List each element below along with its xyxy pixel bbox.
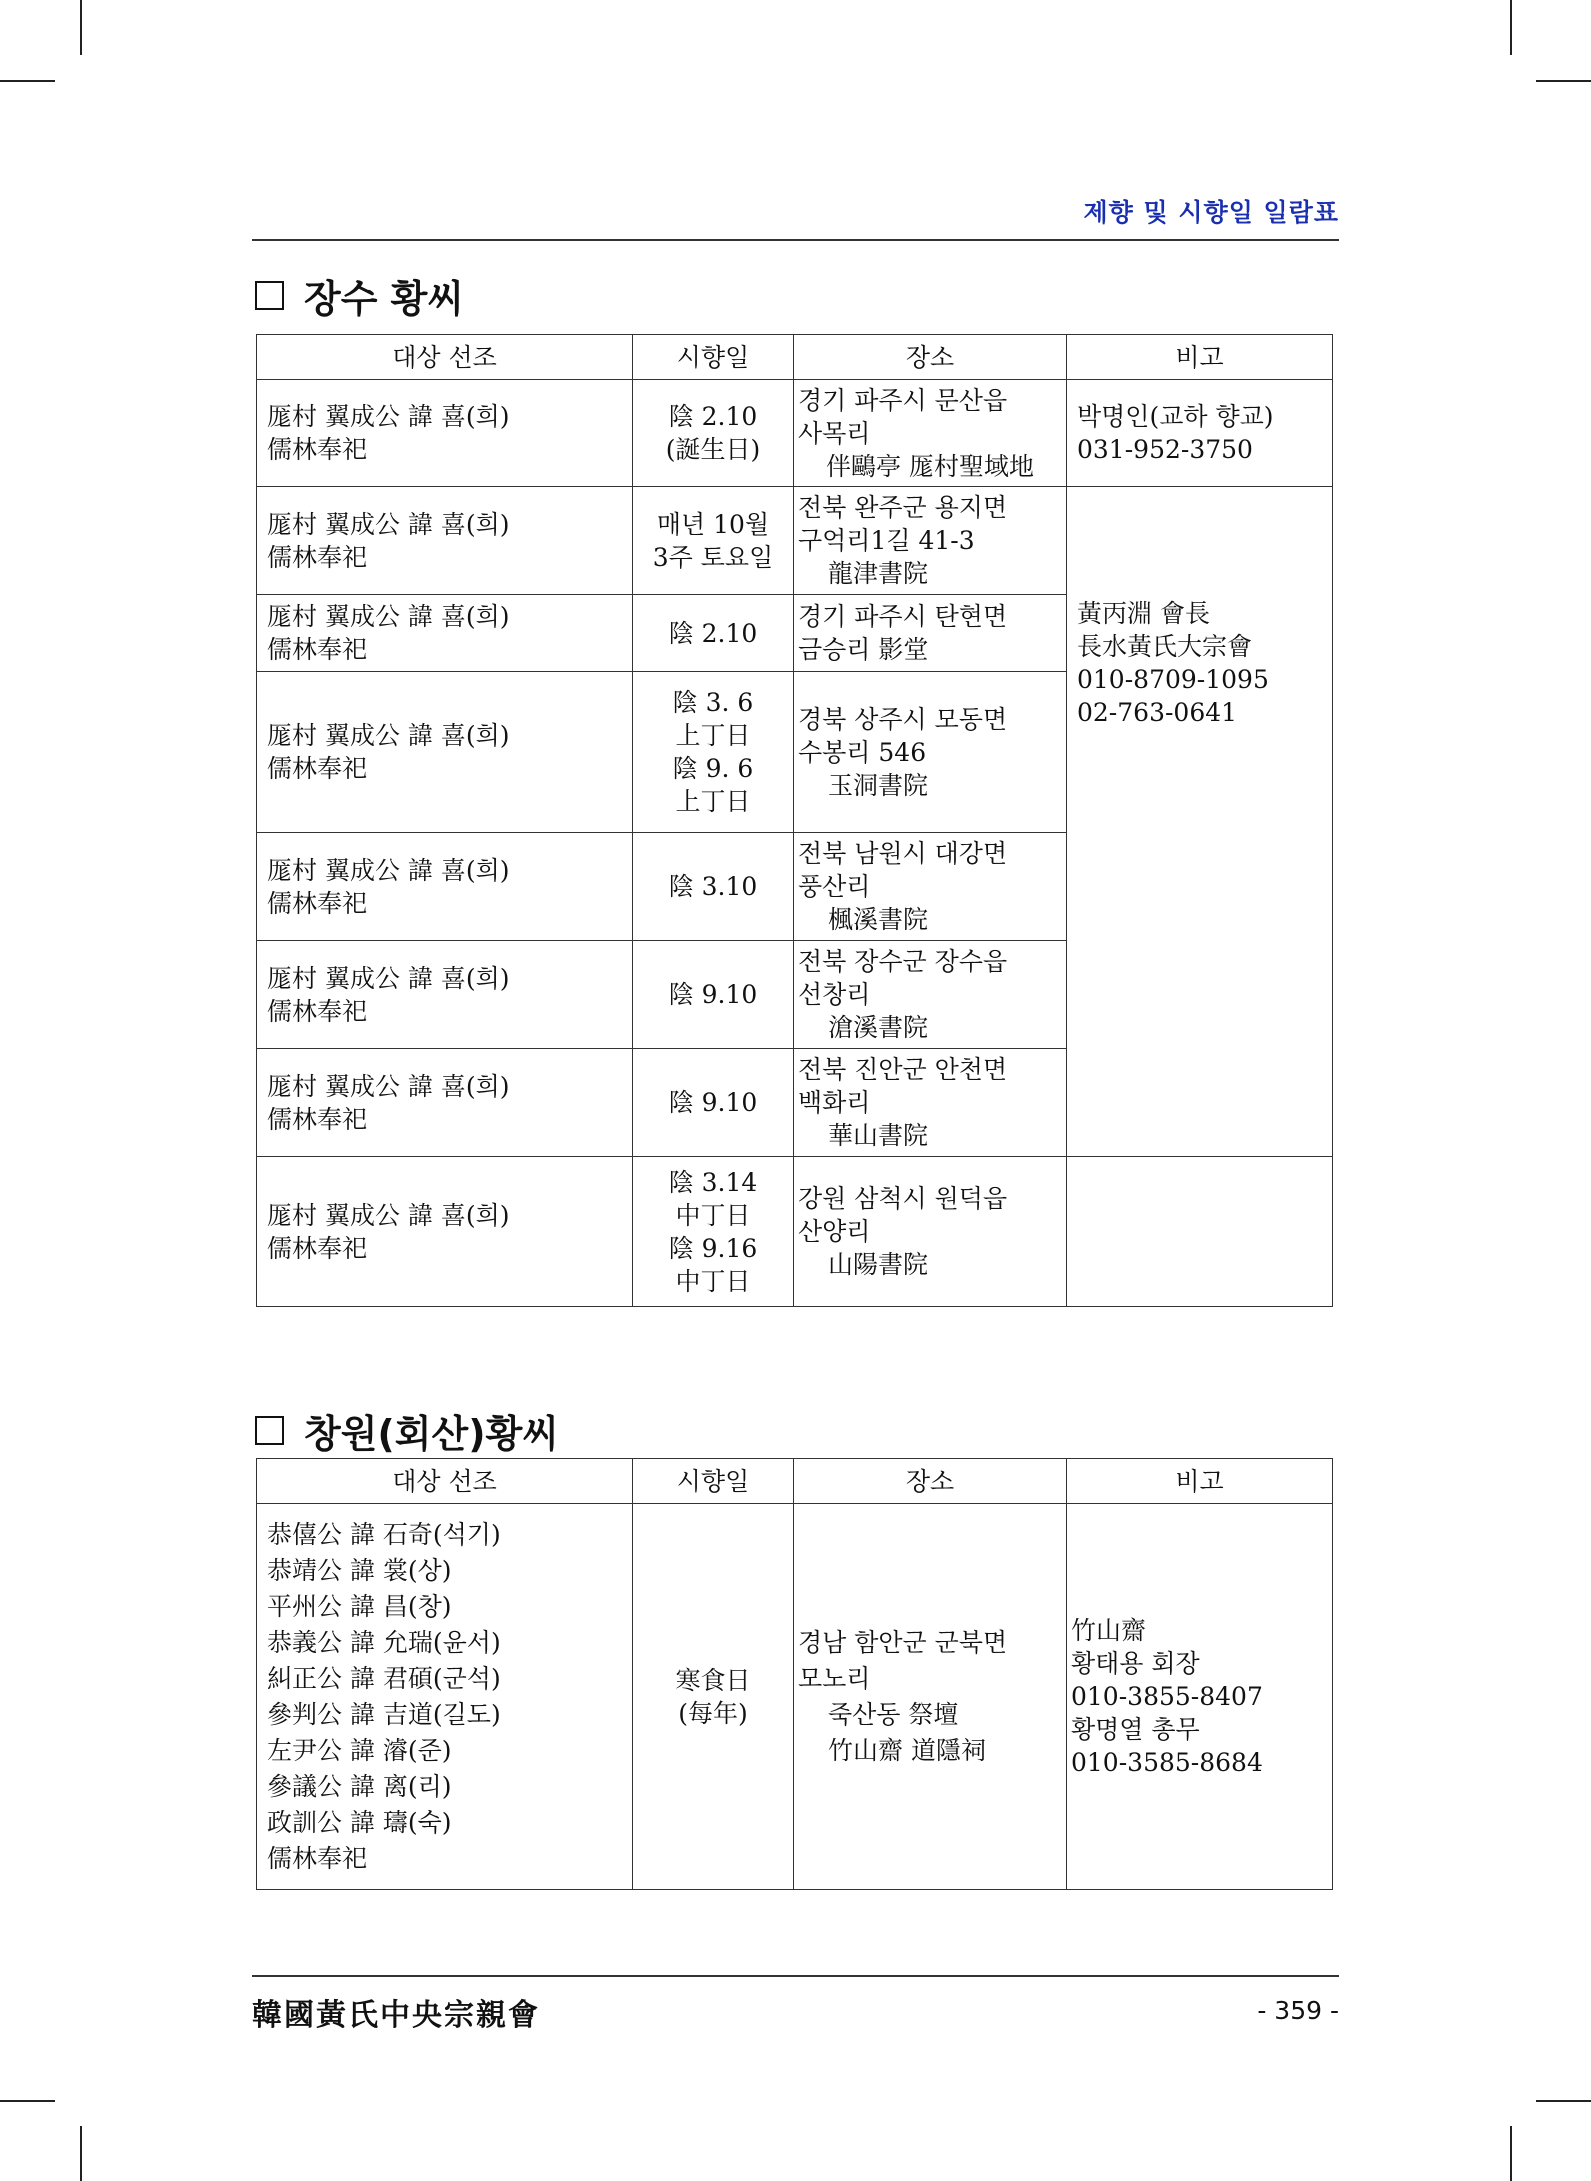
ancestor-name: 厖村 翼成公 諱 喜(희) [267, 1200, 510, 1230]
ancestor-name: 厖村 翼成公 諱 喜(희) [267, 721, 510, 750]
date-text: 上丁日 [675, 787, 751, 816]
column-header: 대상 선조 [257, 335, 633, 380]
ancestor-name: 恭靖公 諱 裳(상) [267, 1555, 452, 1585]
date-cell [633, 941, 794, 1049]
date-text: 3주 토요일 [652, 542, 774, 572]
place-text: 사목리 [798, 418, 871, 448]
table-header-row [257, 1459, 1333, 1504]
date-cell [633, 672, 794, 833]
place-text: 竹山齋 道隱祠 [828, 1735, 986, 1765]
place-text: 백화리 [798, 1088, 871, 1117]
place-cell [794, 1504, 1067, 1890]
note-text: 長水黃氏大宗會 [1077, 632, 1253, 661]
date-text: 陰 9.10 [668, 980, 758, 1009]
page-number: - 359 - [1257, 1996, 1339, 2025]
ancestor-name: 參判公 諱 吉道(길도) [267, 1699, 501, 1729]
crop-mark [1536, 80, 1591, 82]
ancestor-name: 恭義公 諱 允瑞(윤서) [267, 1627, 501, 1657]
column-header: 비고 [1067, 1459, 1333, 1504]
place-text: 강원 삼척시 원덕읍 [798, 1184, 1008, 1213]
section1-table [256, 334, 1333, 1307]
crop-mark [80, 2126, 82, 2181]
checkbox-square-icon [255, 281, 284, 310]
place-text: 山陽書院 [828, 1250, 929, 1279]
note-cell [1067, 380, 1333, 487]
place-text: 玉洞書院 [828, 770, 929, 800]
crop-mark [0, 80, 55, 82]
place-text: 경남 함안군 군북면 [798, 1627, 1008, 1657]
date-cell [633, 487, 794, 595]
ancestor-cell [257, 833, 633, 941]
place-text: 경북 상주시 모동면 [798, 704, 1008, 734]
merged-note-cell [1067, 487, 1333, 1157]
table-row [257, 380, 1333, 487]
crop-mark [1510, 0, 1512, 55]
ancestor-name: 平州公 諱 昌(창) [267, 1591, 452, 1621]
ancestor-note: 儒林奉祀 [267, 435, 368, 464]
ancestor-cell [257, 1049, 633, 1157]
date-text: 陰 3. 6 [672, 688, 754, 717]
note-text: 박명인(교하 향교) [1077, 402, 1274, 431]
ancestor-note: 儒林奉祀 [267, 635, 368, 664]
date-text: 매년 10월 [656, 509, 770, 539]
ancestor-cell [257, 380, 633, 487]
ancestor-note: 儒林奉祀 [267, 542, 368, 572]
note-text: 010-8709-1095 [1077, 665, 1269, 694]
place-text: 수봉리 546 [798, 737, 927, 767]
ancestor-cell [257, 672, 633, 833]
place-text: 伴鷗亭 厖村聖域地 [826, 451, 1034, 481]
ancestor-note: 儒林奉祀 [267, 1104, 368, 1134]
ancestor-name: 政訓公 諱 璹(숙) [267, 1807, 452, 1837]
place-cell [794, 487, 1067, 595]
date-cell [633, 1049, 794, 1157]
place-cell [794, 672, 1067, 833]
table-row [257, 487, 1333, 595]
ancestor-cell [257, 595, 633, 672]
date-text: 陰 2.10 [668, 618, 758, 648]
column-header: 비고 [1067, 335, 1333, 380]
ancestor-note: 儒林奉祀 [267, 1843, 368, 1873]
column-header: 대상 선조 [257, 1459, 633, 1504]
ancestor-name: 糾正公 諱 君碩(군석) [267, 1663, 501, 1693]
table-row [257, 1504, 1333, 1890]
date-text: 陰 3.14 [668, 1167, 758, 1197]
page-header-title: 제향 및 시향일 일람표 [1083, 198, 1339, 227]
date-text: 中丁日 [675, 1266, 751, 1296]
place-text: 楓溪書院 [828, 905, 929, 934]
place-text: 선창리 [798, 980, 871, 1009]
place-cell [794, 941, 1067, 1049]
date-text: (每年) [678, 1698, 748, 1728]
note-text: 010-3855-8407 [1071, 1682, 1263, 1711]
place-text: 전북 완주군 용지면 [798, 493, 1008, 522]
note-text: 010-3585-8684 [1071, 1748, 1263, 1777]
place-cell [794, 380, 1067, 487]
note-cell [1067, 1157, 1333, 1307]
section1-title: 장수 황씨 [304, 277, 465, 321]
place-text: 滄溪書院 [828, 1013, 929, 1042]
column-header: 시향일 [633, 335, 794, 380]
table-header-row [257, 335, 1333, 380]
ancestor-name: 厖村 翼成公 諱 喜(희) [267, 602, 510, 631]
place-text: 전북 장수군 장수읍 [798, 947, 1008, 976]
date-text: 上丁日 [675, 721, 751, 750]
ancestor-note: 儒林奉祀 [267, 888, 368, 918]
crop-mark [1536, 2100, 1591, 2102]
place-text: 龍津書院 [828, 559, 929, 588]
note-cell [1067, 1504, 1333, 1890]
table-row [257, 1157, 1333, 1307]
section2-table [256, 1458, 1333, 1890]
ancestor-cell [257, 1504, 633, 1890]
ancestor-note: 儒林奉祀 [267, 1233, 368, 1263]
place-text: 구억리1길 41-3 [798, 526, 975, 555]
column-header: 장소 [794, 1459, 1067, 1504]
note-text: 황명열 총무 [1071, 1715, 1200, 1744]
date-text: 陰 9. 6 [672, 754, 754, 783]
ancestor-name: 參議公 諱 离(리) [267, 1771, 452, 1801]
header-divider [252, 239, 1339, 241]
ancestor-name: 厖村 翼成公 諱 喜(희) [267, 855, 510, 885]
place-text: 모노리 [798, 1663, 871, 1693]
crop-mark [80, 0, 82, 55]
note-text: 02-763-0641 [1077, 698, 1238, 727]
ancestor-name: 左尹公 諱 濬(준) [267, 1735, 452, 1765]
place-cell [794, 1157, 1067, 1307]
note-text: 竹山齋 [1071, 1616, 1147, 1645]
footer-organization: 韓國黃氏中央宗親會 [252, 1998, 540, 2033]
place-text: 華山書院 [828, 1121, 929, 1150]
date-text: 中丁日 [675, 1200, 751, 1230]
column-header: 장소 [794, 335, 1067, 380]
date-cell [633, 380, 794, 487]
ancestor-name: 厖村 翼成公 諱 喜(희) [267, 402, 510, 431]
date-cell [633, 833, 794, 941]
date-text: 陰 9.16 [668, 1233, 758, 1263]
date-cell [633, 1504, 794, 1890]
section1-heading [255, 268, 464, 323]
ancestor-name: 厖村 翼成公 諱 喜(희) [267, 1071, 510, 1101]
footer-divider [252, 1975, 1339, 1977]
place-cell [794, 595, 1067, 672]
place-text: 전북 남원시 대강면 [798, 839, 1008, 868]
ancestor-note: 儒林奉祀 [267, 754, 368, 783]
place-cell [794, 833, 1067, 941]
crop-mark [0, 2100, 55, 2102]
section2-title: 창원(회산)황씨 [304, 1412, 559, 1456]
ancestor-cell [257, 1157, 633, 1307]
note-text: 황태용 회장 [1071, 1649, 1200, 1678]
date-text: 陰 2.10 [668, 402, 758, 431]
date-text: 寒食日 [675, 1665, 751, 1695]
place-text: 금승리 影堂 [798, 635, 929, 664]
place-text: 풍산리 [798, 872, 871, 901]
ancestor-name: 恭僖公 諱 石奇(석기) [267, 1519, 501, 1549]
ancestor-name: 厖村 翼成公 諱 喜(희) [267, 963, 510, 993]
place-text: 산양리 [798, 1217, 871, 1246]
crop-mark [1510, 2126, 1512, 2181]
place-text: 죽산동 祭壇 [828, 1699, 959, 1729]
place-cell [794, 1049, 1067, 1157]
ancestor-note: 儒林奉祀 [267, 996, 368, 1026]
place-text: 경기 파주시 탄현면 [798, 602, 1008, 631]
date-text: 陰 3.10 [668, 872, 758, 901]
ancestor-cell [257, 487, 633, 595]
date-cell [633, 1157, 794, 1307]
note-text: 黃丙淵 會長 [1077, 599, 1210, 628]
note-text: 031-952-3750 [1077, 435, 1253, 464]
ancestor-cell [257, 941, 633, 1049]
date-text: 陰 9.10 [668, 1088, 758, 1117]
place-text: 전북 진안군 안천면 [798, 1055, 1008, 1084]
date-cell [633, 595, 794, 672]
date-text: (誕生日) [665, 435, 761, 464]
ancestor-name: 厖村 翼成公 諱 喜(희) [267, 509, 510, 539]
checkbox-square-icon [255, 1416, 284, 1445]
column-header: 시향일 [633, 1459, 794, 1504]
section2-heading [255, 1403, 559, 1458]
place-text: 경기 파주시 문산읍 [798, 385, 1008, 415]
